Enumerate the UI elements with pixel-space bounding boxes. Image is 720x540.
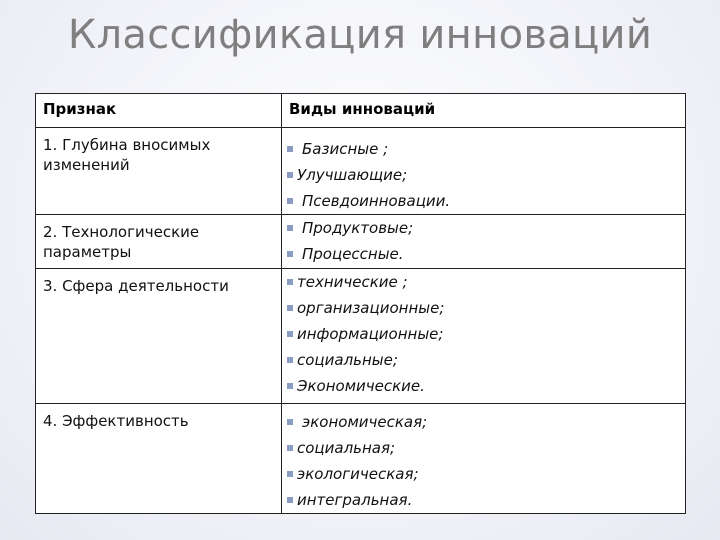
types-list xyxy=(282,404,685,513)
square-bullet-icon xyxy=(287,497,293,503)
types-cell xyxy=(282,128,686,215)
square-bullet-icon xyxy=(287,471,293,477)
type-label: Экономические. xyxy=(297,377,425,395)
square-bullet-icon xyxy=(287,331,293,337)
header-types: Виды инноваций xyxy=(289,100,436,118)
type-label: технические ; xyxy=(297,273,408,291)
square-bullet-icon xyxy=(287,198,293,204)
criterion-text: 1. Глубина вносимых изменений xyxy=(43,136,211,174)
square-bullet-icon xyxy=(287,146,293,152)
table-row xyxy=(36,404,686,514)
square-bullet-icon xyxy=(287,305,293,311)
criterion-text: 4. Эффективность xyxy=(43,412,189,430)
type-label: экономическая; xyxy=(302,413,428,431)
list-item xyxy=(287,162,685,188)
square-bullet-icon xyxy=(287,419,293,425)
types-cell xyxy=(282,269,686,404)
list-item xyxy=(287,295,685,321)
square-bullet-icon xyxy=(287,225,293,231)
criterion-cell xyxy=(36,215,282,269)
list-item xyxy=(287,487,685,513)
criterion-text: 2. Технологические параметры xyxy=(43,223,200,261)
types-list xyxy=(282,128,685,214)
criterion-cell xyxy=(36,269,282,404)
type-label: Базисные ; xyxy=(302,140,389,158)
criterion-text: 3. Сфера деятельности xyxy=(43,277,229,295)
list-item xyxy=(287,136,685,162)
header-cell-criterion xyxy=(36,94,282,128)
type-label: социальные; xyxy=(297,351,398,369)
table-row xyxy=(36,128,686,215)
criterion-cell xyxy=(36,404,282,514)
list-item xyxy=(287,409,685,435)
list-item xyxy=(287,269,685,295)
square-bullet-icon xyxy=(287,445,293,451)
square-bullet-icon xyxy=(287,279,293,285)
type-label: социальная; xyxy=(297,439,396,457)
square-bullet-icon xyxy=(287,172,293,178)
square-bullet-icon xyxy=(287,383,293,389)
list-item xyxy=(287,321,685,347)
type-label: экологическая; xyxy=(297,465,419,483)
types-list xyxy=(282,269,685,399)
header-criterion: Признак xyxy=(43,100,117,118)
type-label: Улучшающие; xyxy=(297,166,408,184)
type-label: интегральная. xyxy=(297,491,413,509)
types-cell xyxy=(282,404,686,514)
list-item xyxy=(287,215,685,241)
type-label: Продуктовые; xyxy=(302,219,414,237)
type-label: организационные; xyxy=(297,299,445,317)
square-bullet-icon xyxy=(287,251,293,257)
list-item xyxy=(287,373,685,399)
types-cell xyxy=(282,215,686,269)
list-item xyxy=(287,435,685,461)
list-item xyxy=(287,461,685,487)
table-row xyxy=(36,269,686,404)
square-bullet-icon xyxy=(287,357,293,363)
type-label: информационные; xyxy=(297,325,444,343)
types-list xyxy=(282,215,685,267)
list-item xyxy=(287,347,685,373)
criterion-cell xyxy=(36,128,282,215)
table-header-row xyxy=(36,94,686,128)
list-item xyxy=(287,188,685,214)
list-item xyxy=(287,241,685,267)
header-cell-types xyxy=(282,94,686,128)
slide-title: Классификация инноваций xyxy=(67,12,653,58)
table-row xyxy=(36,215,686,269)
classification-table xyxy=(35,93,686,514)
type-label: Псевдоинновации. xyxy=(302,192,451,210)
type-label: Процессные. xyxy=(302,245,404,263)
